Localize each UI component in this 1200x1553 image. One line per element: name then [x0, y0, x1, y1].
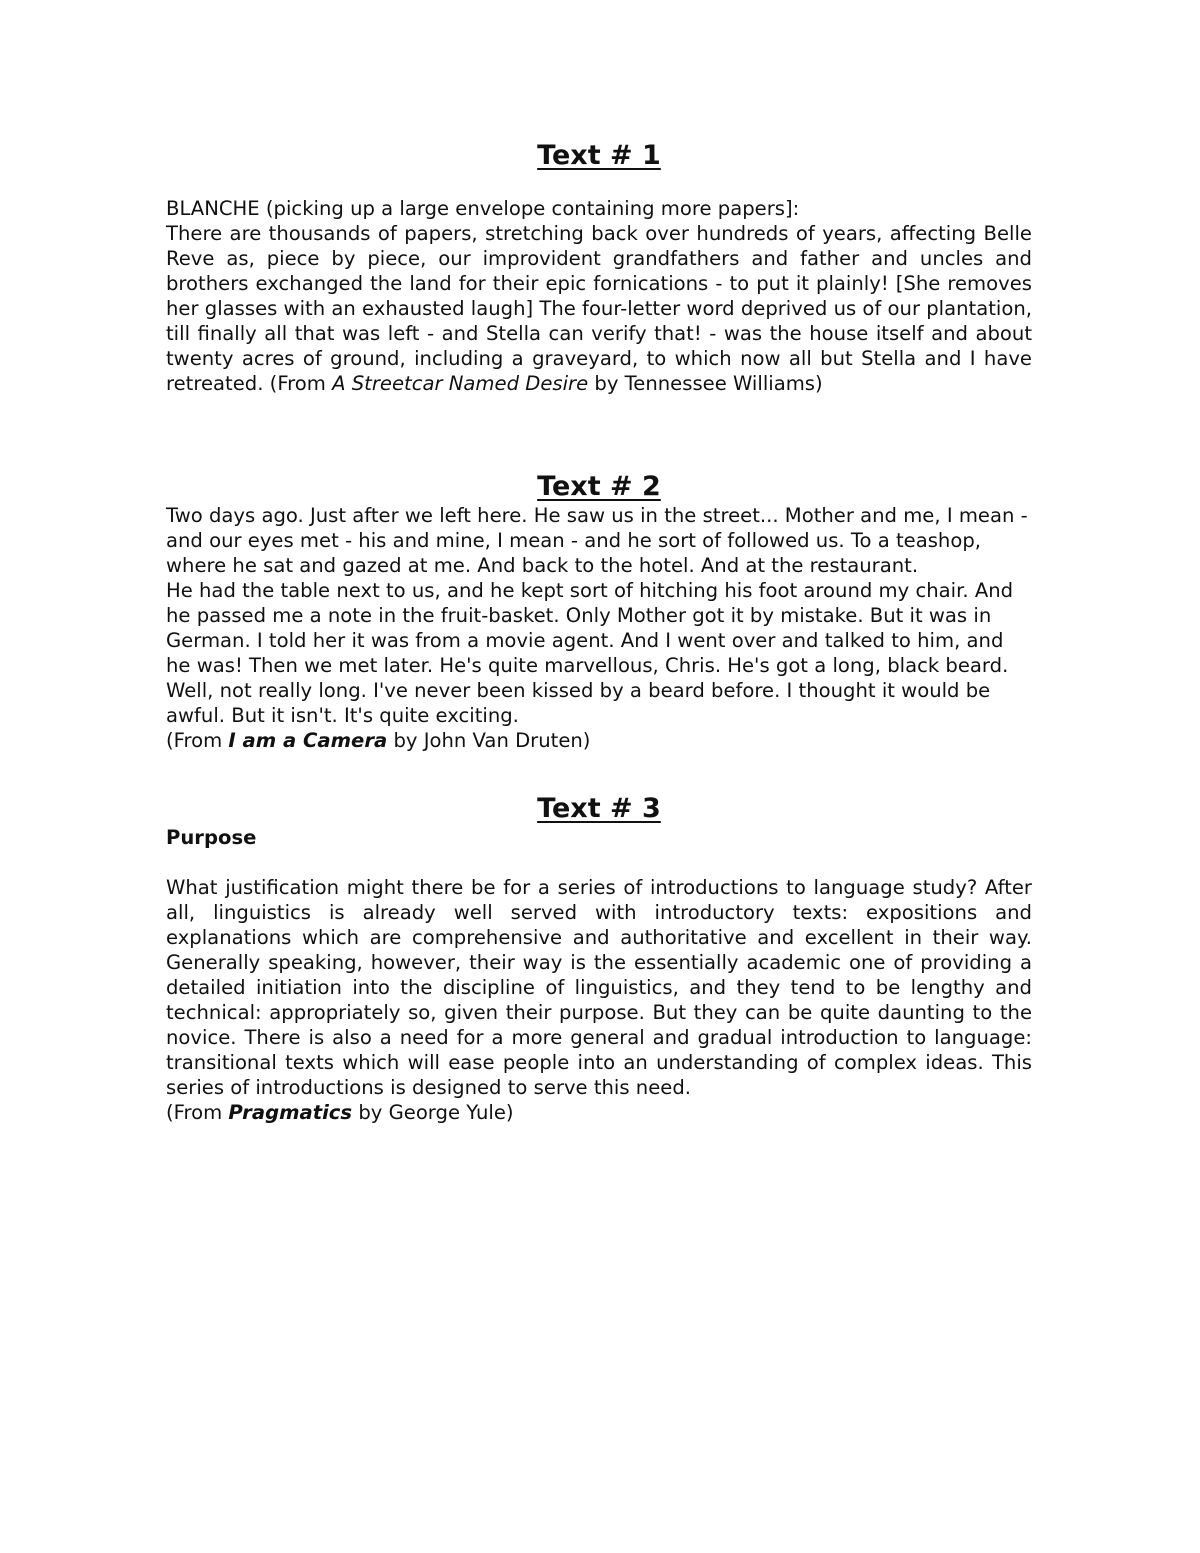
text-3-citation-prefix: (From	[166, 1101, 229, 1124]
text-3-citation-suffix: by George Yule)	[352, 1101, 514, 1124]
text-1-body-text: There are thousands of papers, stretching back over hundreds of years, affecting Belle Reve as, piece by piece, our improvident grandfathers and father and uncles and brothers exchanged the land for their epic fornications - to put it plainly! [She removes her glasses with an exhausted laugh] The four-letter word deprived us of our plantation, till finally all that was left - and Stella can verify that! - was the house itself and about twenty acres of ground, including a graveyard, to which now all but Stella and I have retreated.	[166, 222, 1032, 395]
text-2-citation-title: I am a Camera	[228, 729, 388, 752]
text-1-intro: BLANCHE (picking up a large envelope containing more papers]:	[166, 197, 800, 220]
text-3-body: What justification might there be for a series of introductions to language study? After all, linguistics is already well served with introductory texts: expositions and explanations which are comprehensive and authoritative and excellent in their way. Generally speaking, however, their way is the essentially academic one of providing a detailed initiation into the discipline of linguistics, and they tend to be lengthy and technical: appropriately so, given their purpose. But they can be quite daunting to the novice. There is also a need for a more general and gradual introduction to language: transitional texts which will ease people into an understanding of complex ideas. This series of introductions is designed to serve this need.	[166, 876, 1032, 1099]
text-2-section	[166, 471, 1032, 753]
text-3-citation	[166, 1100, 1032, 1125]
document-page	[166, 140, 1032, 1125]
text-3-subheading: Purpose	[166, 826, 257, 849]
text-3-section	[166, 793, 1032, 1125]
text-1-citation-title: A Streetcar Named Desire	[332, 372, 589, 395]
text-3-heading: Text # 3	[537, 793, 661, 824]
text-1-heading: Text # 1	[537, 140, 661, 171]
text-1-citation-suffix: by Tennessee Williams)	[588, 372, 823, 395]
text-2-citation-suffix: by John Van Druten)	[387, 729, 591, 752]
text-1-body	[166, 221, 1032, 396]
text-2-heading: Text # 2	[537, 471, 661, 502]
text-2-citation-prefix: (From	[166, 729, 229, 752]
text-2-paragraph-2: He had the table next to us, and he kept sort of hitching his foot around my chair. And he passed me a note in the fruit-basket. Only Mother got it by mistake. But it was in German. I told her it was from a movie agent. And I went over and talked to him, and he was! Then we met later. He's quite marvellous, Chris. He's got a long, black beard. Well, not really long. I've never been kissed by a beard before. I thought it would be awful. But it isn't. It's quite exciting.	[166, 579, 1014, 727]
text-1-citation-prefix: (From	[263, 372, 333, 395]
text-2-paragraph-1: Two days ago. Just after we left here. He saw us in the street... Mother and me, I mean - and our eyes met - his and mine, I mean - and he sort of followed us. To a teashop, where he sat and gazed at me. And back to the hotel. And at the restaurant.	[166, 504, 1028, 577]
text-2-citation	[166, 728, 1032, 753]
text-3-citation-title: Pragmatics	[228, 1101, 353, 1124]
text-1-section	[166, 140, 1032, 396]
